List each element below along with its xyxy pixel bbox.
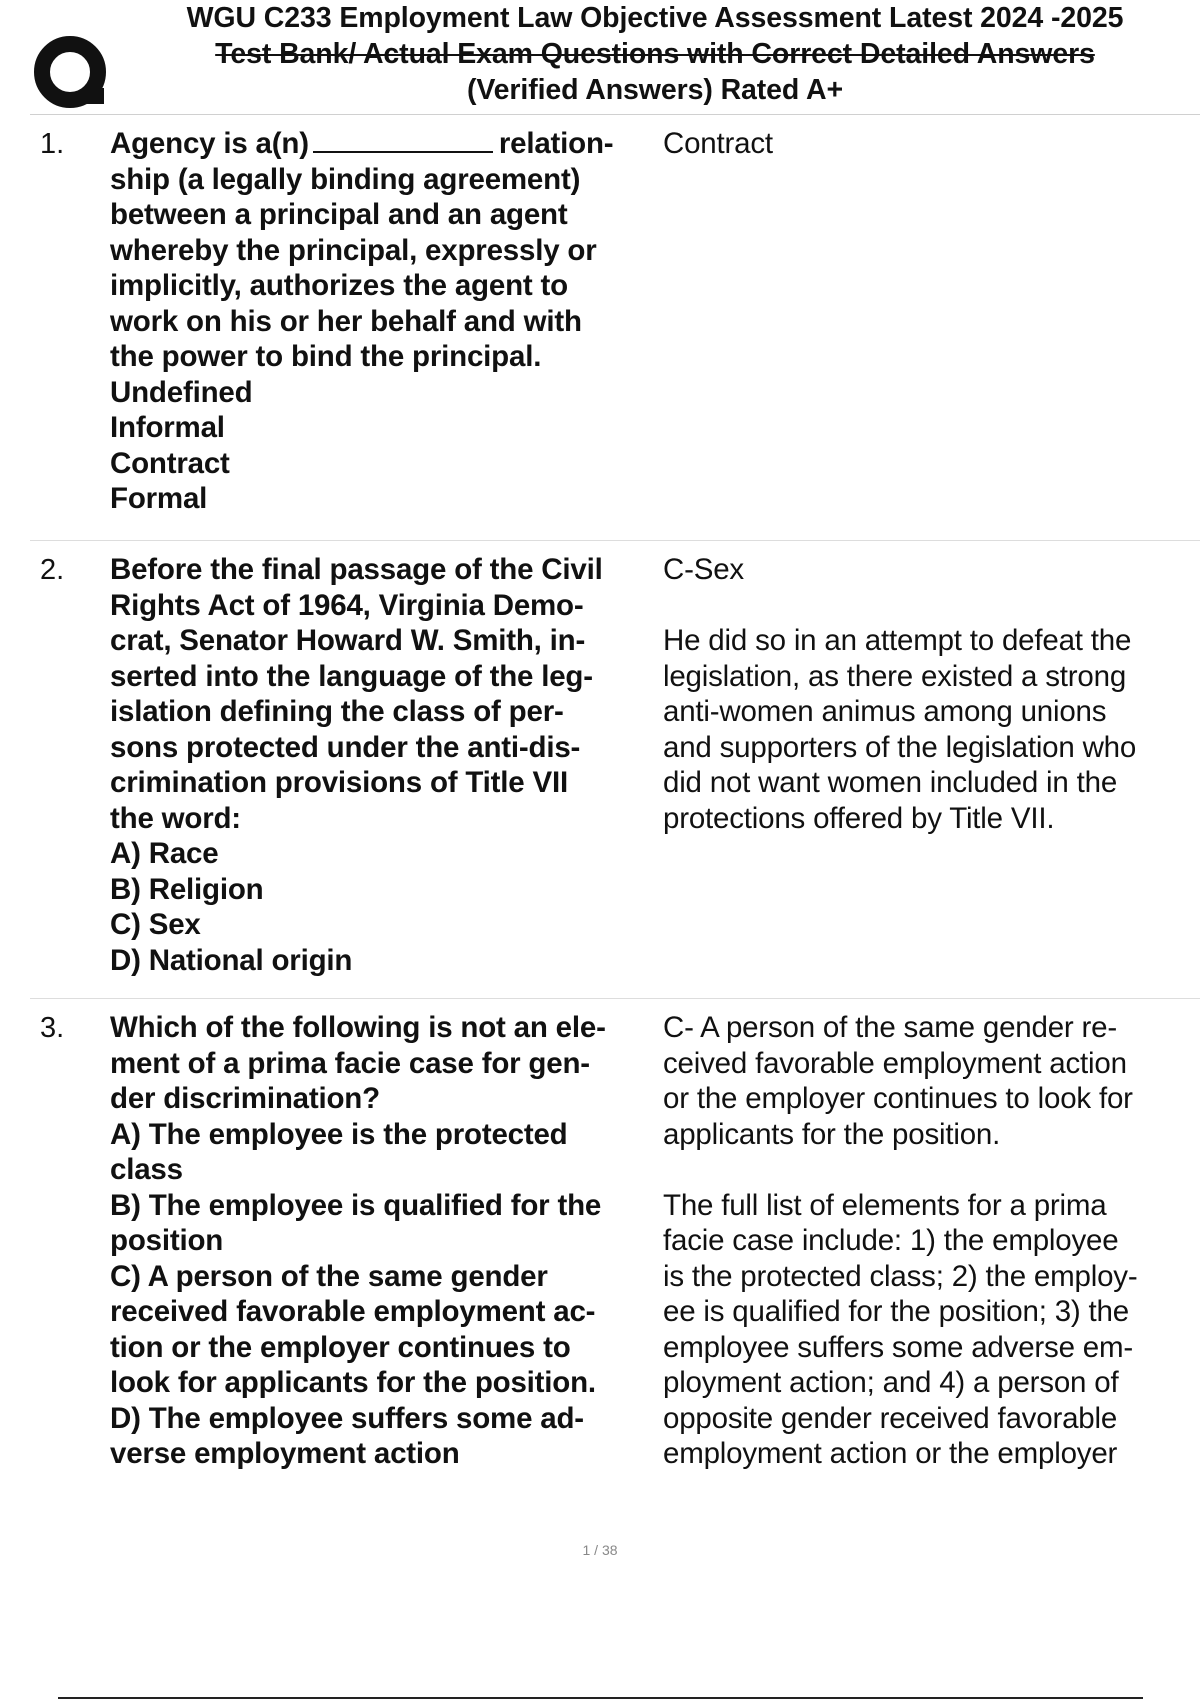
answer-gap	[663, 588, 1200, 624]
answer-line: and supporters of the legislation who	[663, 730, 1137, 764]
question-line: islation defining the class of per-	[110, 695, 564, 728]
answer-option: position	[110, 1224, 224, 1257]
answer-option: look for applicants for the position.	[110, 1366, 596, 1399]
question-line: implicitly, authorizes the agent to	[110, 269, 568, 302]
answer-option: B) The employee is qualified for the	[110, 1188, 602, 1222]
question-line: crat, Senator Howard W. Smith, in-	[110, 624, 586, 657]
answer-line: is the protected class; 2) the employ-	[663, 1259, 1138, 1293]
question-line: the power to bind the principal.	[110, 340, 542, 373]
answer-line: C-Sex	[663, 553, 744, 586]
answer-line: anti-women animus among unions	[663, 695, 1107, 728]
question-number: 1.	[40, 128, 65, 160]
question-line: serted into the language of the leg-	[110, 659, 593, 693]
question-line: between a principal and an agent	[110, 198, 568, 231]
answer-blank	[313, 127, 493, 153]
question-number: 2.	[40, 554, 65, 586]
answer-option: B) Religion	[110, 872, 264, 906]
question-text	[110, 552, 680, 978]
question-line: sons protected under the anti-dis-	[110, 730, 581, 764]
logo-icon	[30, 30, 112, 112]
answer-option: D) The employee suffers some ad-	[110, 1401, 584, 1435]
answer-line: ployment action; and 4) a person of	[663, 1366, 1119, 1399]
question-text	[110, 1010, 680, 1472]
question-line: crimination provisions of Title VII	[110, 766, 568, 799]
answer-text	[663, 126, 1200, 162]
answer-option: Informal	[110, 411, 225, 444]
answer-line: or the employer continues to look for	[663, 1082, 1133, 1115]
header-divider	[30, 114, 1200, 115]
answer-gap	[663, 1152, 1200, 1188]
question-line: whereby the principal, expressly or	[110, 233, 597, 267]
answer-option: Contract	[110, 446, 230, 480]
answer-line: employee suffers some adverse em-	[663, 1330, 1133, 1364]
bottom-divider	[58, 1697, 1143, 1699]
answer-option: A) The employee is the protected	[110, 1117, 568, 1151]
answer-option: tion or the employer continues to	[110, 1330, 571, 1364]
question-line: ship (a legally binding agreement)	[110, 162, 581, 196]
question-line-part: relation-	[498, 127, 614, 160]
answer-option: class	[110, 1153, 183, 1186]
answer-line: C- A person of the same gender re-	[663, 1011, 1117, 1044]
answer-line: employment action or the employer	[663, 1437, 1118, 1470]
answer-option: Formal	[110, 482, 208, 515]
answer-line: did not want women included in the	[663, 766, 1118, 799]
question-text	[110, 126, 680, 517]
answer-option: received favorable employment ac-	[110, 1295, 596, 1328]
question-line: der discrimination?	[110, 1082, 380, 1115]
row-divider	[30, 998, 1200, 999]
question-line: Which of the following is not an ele-	[110, 1011, 606, 1044]
answer-line: Contract	[663, 127, 773, 160]
answer-line: ee is qualified for the position; 3) the	[663, 1295, 1129, 1328]
question-line-part: Agency is a(n)	[110, 127, 309, 160]
answer-option: C) Sex	[110, 908, 201, 941]
question-line	[110, 126, 680, 162]
document-title-line-2: Test Bank/ Actual Exam Questions with Correct Detailed Answers	[215, 38, 1095, 70]
question-line: the word:	[110, 801, 241, 835]
question-line: work on his or her behalf and with	[110, 304, 582, 338]
question-line: ment of a prima facie case for gen-	[110, 1046, 590, 1080]
document-title-line-3: (Verified Answers) Rated A+	[466, 74, 844, 106]
answer-option: verse employment action	[110, 1437, 460, 1470]
answer-line: He did so in an attempt to defeat the	[663, 624, 1132, 657]
answer-line: opposite gender received favorable	[663, 1401, 1118, 1435]
answer-text	[663, 552, 1200, 836]
answer-line: The full list of elements for a prima	[663, 1188, 1107, 1222]
document-title-line-1: WGU C233 Employment Law Objective Assessment Latest 2024 -2025	[186, 2, 1124, 34]
answer-line: facie case include: 1) the employee	[663, 1224, 1119, 1257]
answer-option: D) National origin	[110, 943, 353, 977]
question-line: Rights Act of 1964, Virginia Demo-	[110, 588, 584, 622]
row-divider	[30, 540, 1200, 541]
question-line: Before the final passage of the Civil	[110, 553, 603, 586]
answer-line: applicants for the position.	[663, 1117, 1001, 1151]
document-header	[115, 0, 1195, 108]
answer-option: C) A person of the same gender	[110, 1259, 548, 1293]
page-indicator: 1 / 38	[582, 1542, 618, 1558]
answer-line: ceived favorable employment action	[663, 1046, 1127, 1080]
answer-option: A) Race	[110, 837, 219, 870]
question-number: 3.	[40, 1012, 65, 1044]
answer-option: Undefined	[110, 375, 253, 409]
answer-line: protections offered by Title VII.	[663, 801, 1055, 835]
answer-text	[663, 1010, 1200, 1472]
answer-line: legislation, as there existed a strong	[663, 659, 1127, 693]
